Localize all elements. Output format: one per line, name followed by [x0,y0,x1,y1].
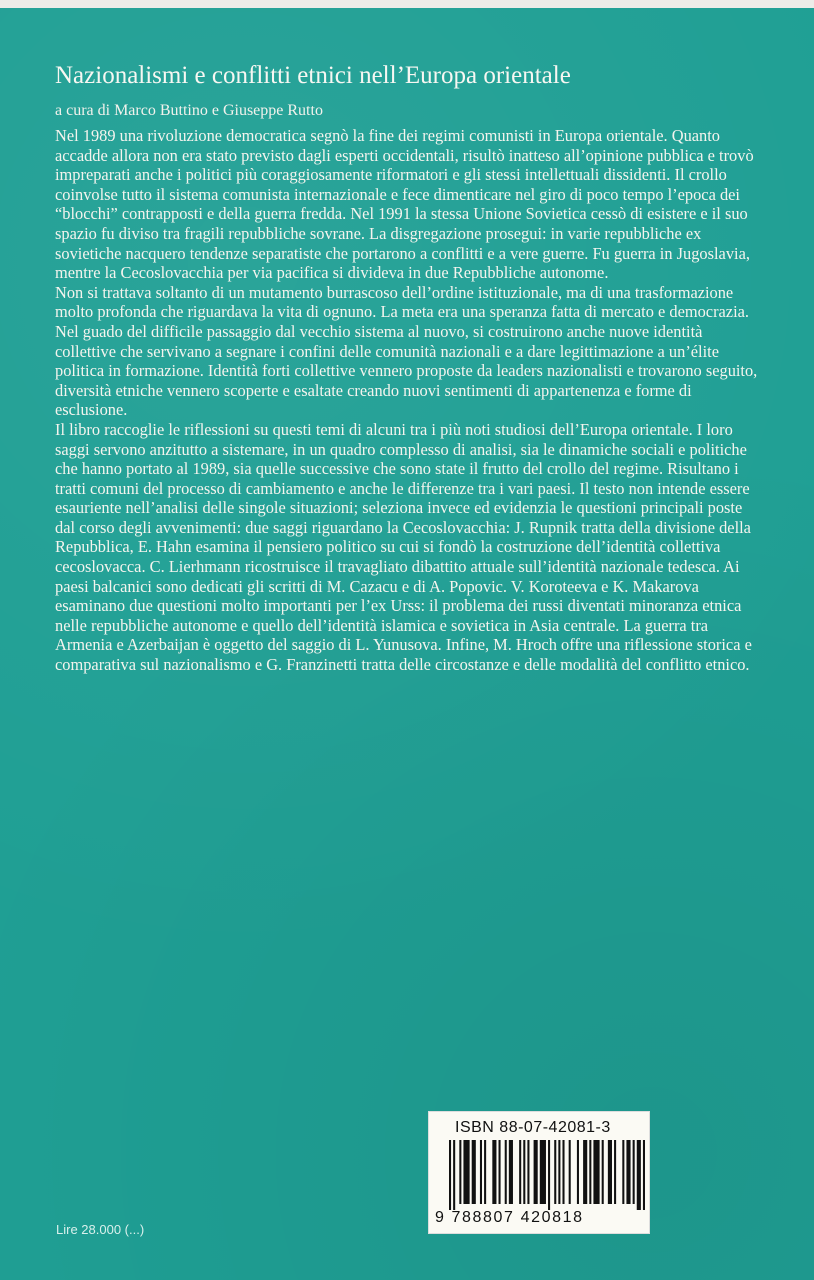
barcode-panel [428,1111,650,1234]
barcode-bar [548,1140,550,1210]
barcode-bar [633,1140,635,1204]
isbn-label: ISBN 88-07-42081-3 [455,1119,611,1136]
barcode-bar [540,1140,546,1204]
barcode-bar [608,1140,612,1204]
barcode-bar [554,1140,556,1204]
barcode-bar [643,1140,645,1210]
barcode-bar [577,1140,579,1204]
barcode-bar [569,1140,571,1204]
barcode-bar [614,1140,616,1204]
book-editors: a cura di Marco Buttino e Giuseppe Rutto [55,102,323,119]
blurb-paragraph-3: Il libro raccoglie le riflessioni su questi temi di alcuni tra i più noti studiosi dell’Europa orientale. I loro saggi servono anzitutto a sistemare, in un quadro complesso di analisi, sia le dinamiche sociali e politiche che hanno portato al 1989, sia quelle successive che sono state il frutto del crollo del regime. Risultano i tratti comuni del processo di cambiamento e anche le differenze tra i vari paesi. Il testo non intende essere esauriente nell’analisi delle singole situazioni; seleziona invece ed evidenzia le questioni principali poste dal corso degli avvenimenti: due saggi riguardano la Cecoslovacchia: J. Rupnik tratta della divisione della Repubblica, E. Hahn esamina il pensiero politico su cui si fondò la costruzione dell’identità collettiva cecoslovacca. C. Lierhmann ricostruisce il travagliato dibattito attuale sull’identità nazionale tedesca. Ai paesi balcanici sono dedicati gli scritti di M. Cazacu e di A. Popovic. V. Koroteeva e K. Makarova esaminano due questioni molto importanti per l’ex Urss: il problema dei russi diventati minoranza etnica nelle repubbliche autonome e quello dell’identità islamica e sovietica in Asia centrale. La guerra tra Armenia e Azerbaijan è oggetto del saggio di L. Yunusova. Infine, M. Hroch offre una riflessione storica e comparativa sul nazionalismo e G. Franzinetti tratta delle circostanze e delle modalità del conflitto etnico. [55,419,752,675]
blurb-paragraph-2: Non si trattava soltanto di un mutamento burrascoso dell’ordine istituzionale, ma di una trasformazione molto profonda che riguardava la vita di ognuno. La meta era una speranza fatta di mercato e democrazia. Nel guado del difficile passaggio dal vecchio sistema al nuovo, si costruirono anche nuove identità collettive che servivano a segnare i confini delle comunità nazionali e a dare legittimazione a un’élite politica in formazione. Identità forti collettive vennero proposte da leaders nazionalisti e trovarono seguito, diversità etniche vennero scoperte e esaltate creando nuovi sentimenti di appartenenza e forme di esclusione. [55,282,758,420]
barcode-bar [523,1140,525,1204]
barcode-bar [593,1140,599,1204]
barcode-bar [480,1140,482,1204]
barcode-bar [509,1140,513,1204]
ean-digits: 9 788807 420818 [435,1209,584,1226]
barcode-bar [583,1140,587,1204]
barcode-bar [589,1140,591,1204]
book-title: Nazionalismi e conflitti etnici nell’Europa orientale [55,62,571,89]
barcode-bar [558,1140,560,1204]
blurb-paragraph-1: Nel 1989 una rivoluzione democratica segnò la fine dei regimi comunisti in Europa orientale. Quanto accadde allora non era stato previsto dagli esperti occidentali, risultò inatteso all’opinione pubblica e trovò impreparati anche i politici più coraggiosamente riformatori e gli stessi intellettuali dissidenti. Il crollo coinvolse tutto il sistema comunista internazionale e fece dimenticare nel giro di poco tempo l’epoca dei “blocchi” contrapposti e della guerra fredda. Nel 1991 la stessa Unione Sovietica cessò di esistere e il suo spazio fu diviso tra fragili repubbliche sovrane. La disgregazione prosegui: in varie repubbliche ex sovietiche nacquero tendenze separatiste che portarono a conflitti e a vere guerre. Fu guerra in Jugoslavia, mentre la Cecoslovacchia per via pacifica si divideva in due Repubbliche autonome. [55,126,754,283]
price-label: Lire 28.000 (...) [56,1222,145,1237]
barcode-bar [472,1140,476,1204]
barcode-bar [519,1140,521,1204]
barcode-bar [453,1140,455,1210]
barcode-bar [499,1140,501,1204]
barcode-bar [449,1140,451,1210]
barcode-bar [534,1140,538,1204]
barcode-bar [484,1140,486,1204]
barcode-bar [459,1140,461,1204]
back-cover [0,8,814,1280]
blurb [55,126,760,675]
barcode-bar [637,1140,641,1210]
barcode-icon [449,1140,645,1210]
barcode-bar [626,1140,630,1204]
barcode-bar [622,1140,624,1204]
barcode-bar [505,1140,507,1204]
barcode-bar [492,1140,496,1204]
barcode-bar [463,1140,469,1204]
barcode-bar [562,1140,564,1204]
barcode-bar [602,1140,604,1204]
barcode-bar [527,1140,529,1204]
